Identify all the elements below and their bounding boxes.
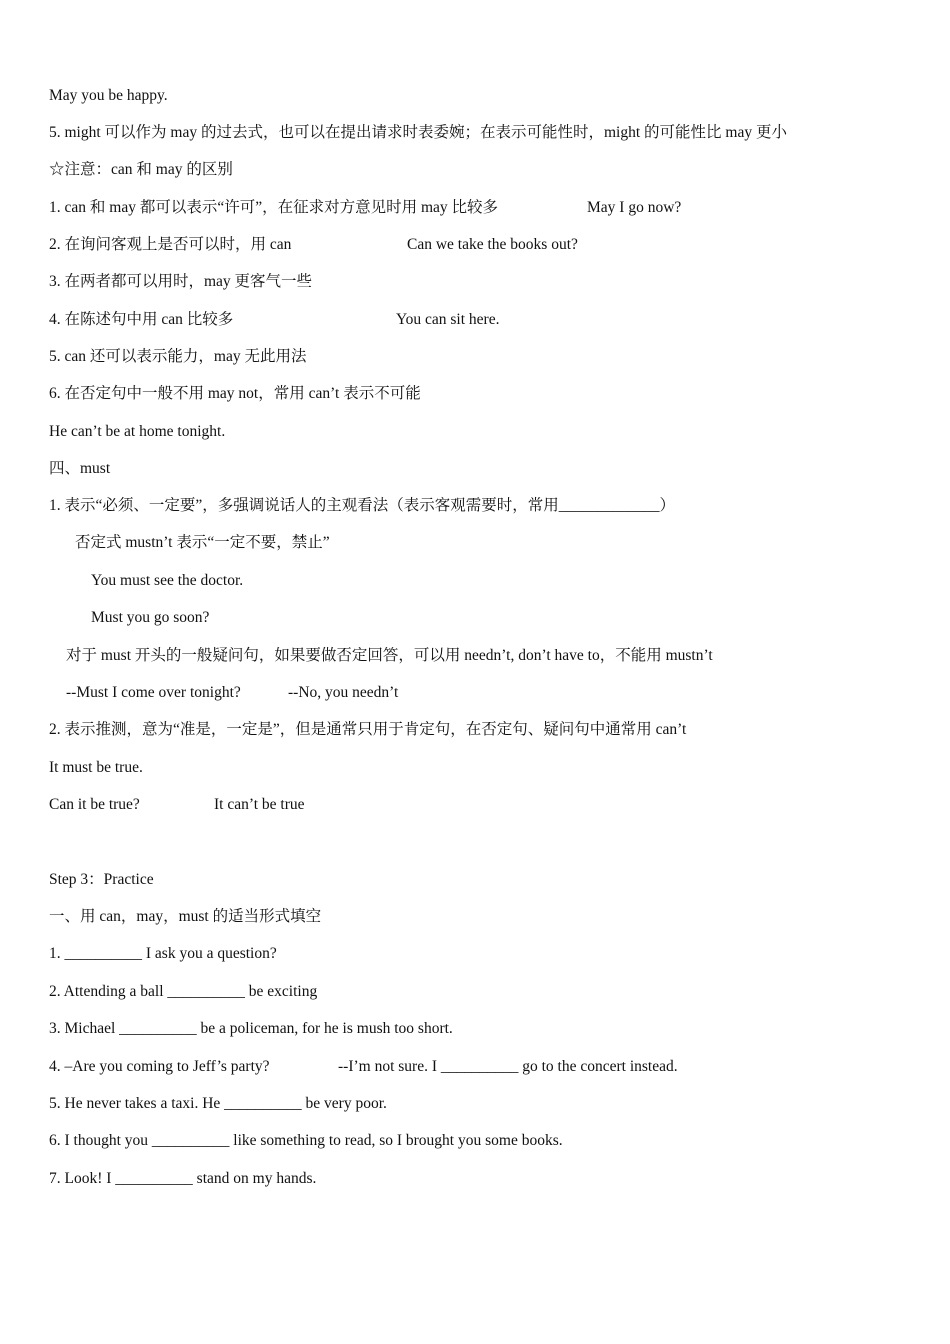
exercise-item: 3. Michael __________ be a policeman, for he is mush too short. — [49, 1020, 453, 1037]
exercise-item: 6. I thought you __________ like something to read, so I brought you some books. — [49, 1132, 563, 1149]
example-sentence: It can’t be true — [214, 796, 305, 813]
exercise-instruction: 一、用 can，may，must 的适当形式填空 — [49, 908, 322, 925]
exercise-item: 2. Attending a ball __________ be exciting — [49, 983, 318, 1000]
example-sentence: He can’t be at home tonight. — [49, 423, 226, 440]
text-line: 1. 表示“必须、一定要”，多强调说话人的主观看法（表示客观需要时，常用_____________） — [49, 497, 676, 514]
text-line: 4. 在陈述句中用 can 比较多 — [49, 311, 234, 328]
text-line: 5. can 还可以表示能力，may 无此用法 — [49, 348, 307, 365]
example-sentence: Can we take the books out? — [407, 236, 578, 253]
example-sentence: You must see the doctor. — [91, 572, 244, 589]
exercise-item: 1. __________ I ask you a question? — [49, 945, 277, 962]
text-line: 2. 表示推测，意为“准是，一定是”，但是通常只用于肯定句，在否定句、疑问句中通常用 can’t — [49, 721, 687, 738]
example-sentence: Can it be true? — [49, 796, 140, 813]
example-sentence: May I go now? — [587, 199, 682, 216]
example-sentence: It must be true. — [49, 759, 143, 776]
text-line: 3. 在两者都可以用时，may 更客气一些 — [49, 273, 313, 290]
text-line: 1. can 和 may 都可以表示“许可”，在征求对方意见时用 may 比较多 — [49, 199, 499, 216]
step-heading: Step 3：Practice — [49, 871, 154, 888]
dialogue-answer: --No, you needn’t — [288, 684, 399, 701]
example-sentence: You can sit here. — [396, 311, 500, 328]
text-line: 6. 在否定句中一般不用 may not，常用 can’t 表示不可能 — [49, 385, 421, 402]
exercise-item-response: --I’m not sure. I __________ go to the concert instead. — [338, 1058, 678, 1075]
text-line: May you be happy. — [49, 87, 168, 104]
example-sentence: Must you go soon? — [91, 609, 210, 626]
text-line: 5. might 可以作为 may 的过去式，也可以在提出请求时表委婉；在表示可能性时，might 的可能性比 may 更小 — [49, 124, 787, 141]
note-heading: ☆注意：can 和 may 的区别 — [49, 161, 233, 178]
exercise-item: 4. –Are you coming to Jeff’s party? — [49, 1058, 270, 1075]
text-line: 2. 在询问客观上是否可以时，用 can — [49, 236, 292, 253]
text-line: 对于 must 开头的一般疑问句，如果要做否定回答，可以用 needn’t, don’t have to，不能用 mustn’t — [66, 647, 713, 664]
exercise-item: 5. He never takes a taxi. He __________ be very poor. — [49, 1095, 387, 1112]
text-line: 否定式 mustn’t 表示“一定不要，禁止” — [75, 534, 330, 551]
section-heading: 四、must — [49, 460, 111, 477]
exercise-item: 7. Look! I __________ stand on my hands. — [49, 1170, 317, 1187]
dialogue-question: --Must I come over tonight? — [66, 684, 241, 701]
